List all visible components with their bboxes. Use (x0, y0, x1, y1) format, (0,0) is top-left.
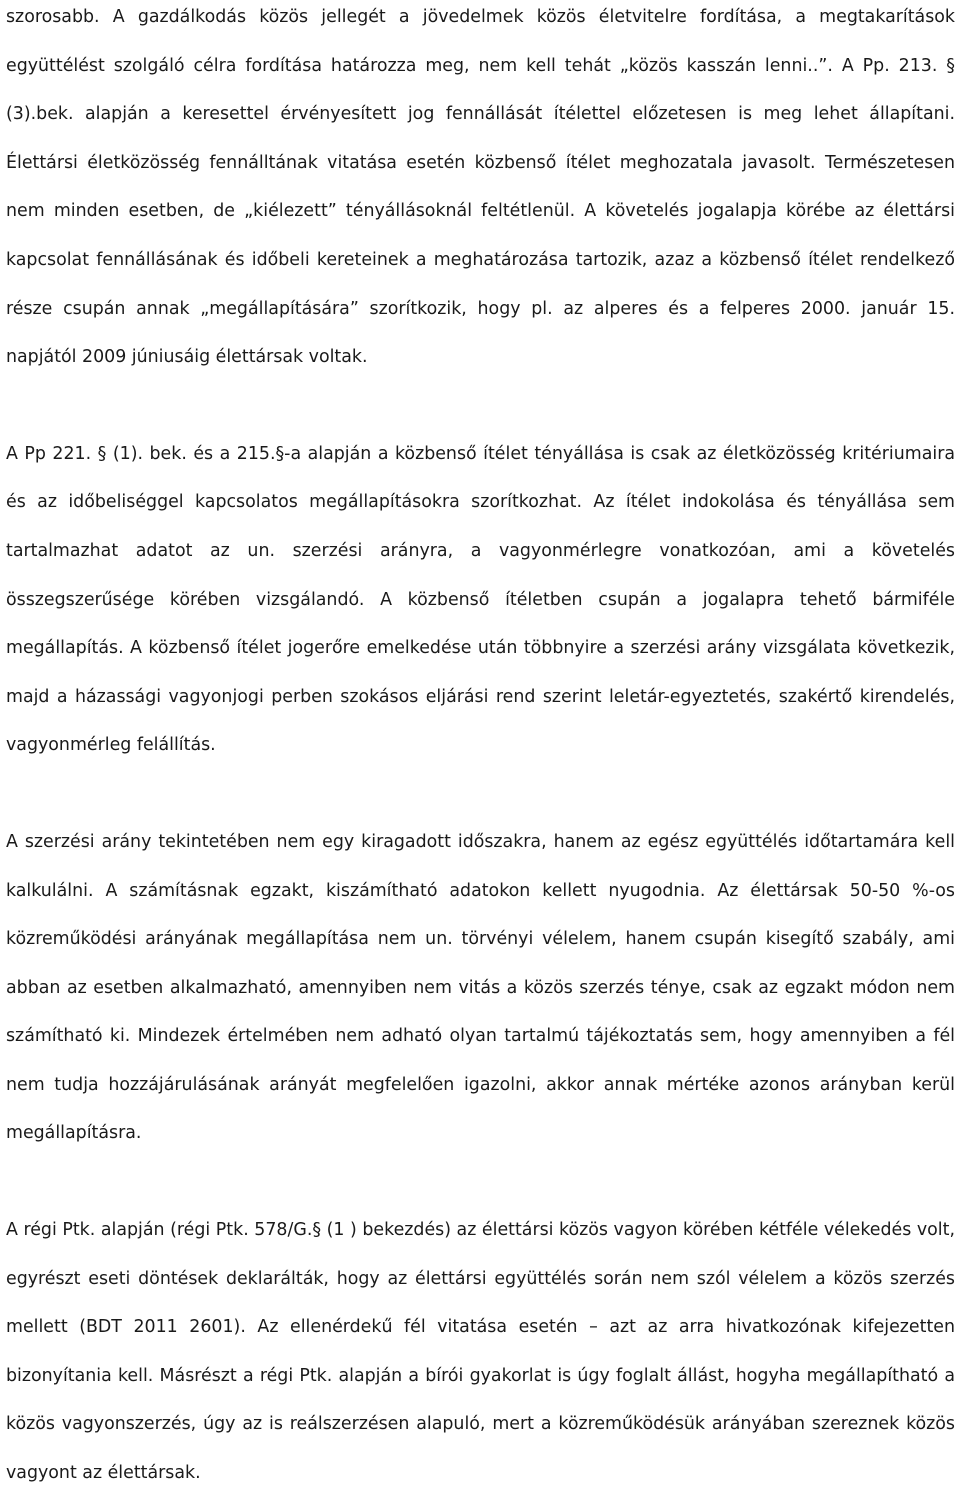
paragraph-2: A Pp 221. § (1). bek. és a 215.§-a alapján a közbenső ítélet tényállása is csak az életközösség kritériumaira és az időbeliséggel kapcsolatos megállapításokra szorítkozhat. Az ítélet indokolása és tényállása sem tartalmazhat adatot az un. szerzési arányra, a vagyonmérlegre vonatkozóan, ami a követelés összegszerűsége körében vizsgálandó. A közbenső ítéletben csupán a jogalapra tehető bármiféle megállapítás. A közbenső ítélet jogerőre emelkedése után többnyire a szerzési arány vizsgálata következik, majd a házassági vagyonjogi perben szokásos eljárási rend szerint leletár-egyeztetés, szakértő kirendelés, vagyonmérleg felállítás. (6, 443, 955, 756)
document-page (6, 0, 955, 1498)
paragraph-4: A régi Ptk. alapján (régi Ptk. 578/G.§ (1 ) bekezdés) az élettársi közös vagyon körében kétféle vélekedés volt, egyrészt eseti döntések deklarálták, hogy az élettársi együttélés során nem szól vélelem a közös szerzés mellett (BDT 2011 2601). Az ellenérdekű fél vitatása esetén – azt az arra hivatkozónak kifejezetten bizonyítania kell. Másrészt a régi Ptk. alapján a bírói gyakorlat is úgy foglalt állást, hogyha megállapítható a közös vagyonszerzés, úgy az is reálszerzésen alapuló, mert a közreműködésük arányában szereznek közös vagyont az élettársak. (6, 1220, 955, 1484)
paragraph-1: szorosabb. A gazdálkodás közös jellegét a jövedelmek közös életvitelre fordítása, a megtakarítások együttélést szolgáló célra fordítása határozza meg, nem kell tehát „közös kasszán lenni..”. A Pp. 213. § (3).bek. alapján a keresettel érvényesített jog fennállását ítélettel előzetesen is meg lehet állapítani. Élettársi életközösség fennálltának vitatása esetén közbenső ítélet meghozatala javasolt. Természetesen nem minden esetben, de „kiélezett” tényállásoknál feltétlenül. A követelés jogalapja körébe az élettársi kapcsolat fennállásának és időbeli kereteinek a meghatározása tartozik, azaz a közbenső ítélet rendelkező része csupán annak „megállapítására” szorítkozik, hogy pl. az alperes és a felperes 2000. január 15. napjától 2009 júniusáig élettársak voltak. (6, 7, 955, 368)
paragraph-3: A szerzési arány tekintetében nem egy kiragadott időszakra, hanem az egész együttélés időtartamára kell kalkulálni. A számításnak egzakt, kiszámítható adatokon kellett nyugodnia. Az élettársak 50-50 %-os közreműködési arányának megállapítása nem un. törvényi vélelem, hanem csupán kisegítő szabály, ami abban az esetben alkalmazható, amennyiben nem vitás a közös szerzés ténye, csak az egzakt módon nem számítható ki. Mindezek értelmében nem adható olyan tartalmú tájékoztatás sem, hogy amennyiben a fél nem tudja hozzájárulásának arányát megfelelően igazolni, akkor annak mértéke azonos arányban kerül megállapításra. (6, 831, 955, 1144)
